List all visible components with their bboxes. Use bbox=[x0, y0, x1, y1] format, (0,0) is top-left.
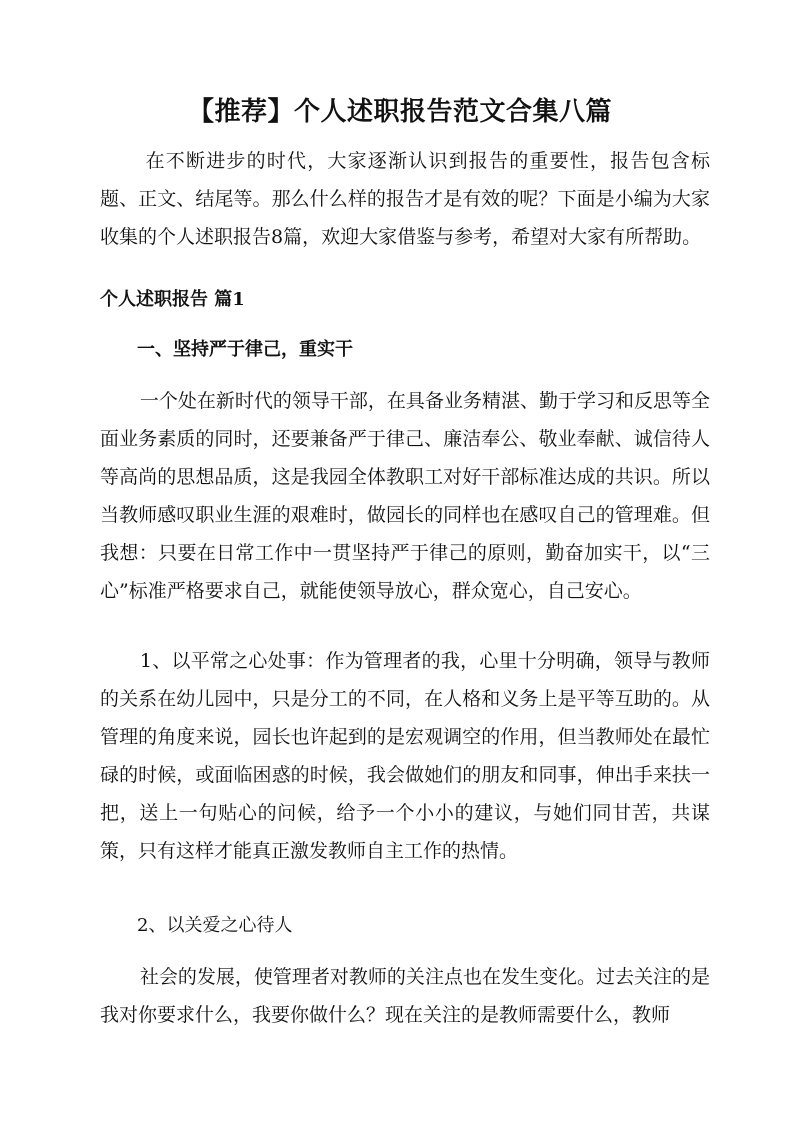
body-paragraph-3: 社会的发展，使管理者对教师的关注点也在发生变化。过去关注的是我对你要求什么，我要你做什么？现在关注的是教师需要什么，教师 bbox=[100, 966, 710, 1026]
intro-paragraph: 在不断进步的时代，大家逐渐认识到报告的重要性，报告包含标题、正文、结尾等。那么什么样的报告才是有效的呢？下面是小编为大家收集的个人述职报告8篇，欢迎大家借鉴与参考，希望对大家有所帮助。 bbox=[100, 150, 710, 248]
document-title: 【推荐】个人述职报告范文合集八篇 bbox=[187, 97, 612, 127]
body-paragraph-1: 一个处在新时代的领导干部，在具备业务精湛、勤于学习和反思等全面业务素质的同时，还要兼备严于律己、廉洁奉公、敬业奉献、诚信待人等高尚的思想品质，这是我园全体教职工对好干部标准达成的共识。所以当教师感叹职业生涯的艰难时，做园长的同样也在感叹自己的管理难。但我想：只要在日常工作中一贯坚持严于律己的原则，勤奋加实干，以“三心”标准严格要求自己，就能使领导放心，群众宽心，自己安心。 bbox=[100, 390, 710, 602]
body-paragraph-2: 1、以平常之心处事：作为管理者的我，心里十分明确，领导与教师的关系在幼儿园中，只是分工的不同，在人格和义务上是平等互助的。从管理的角度来说，园长也许起到的是宏观调空的作用，但当教师处在最忙碌的时候，或面临困惑的时候，我会做她们的朋友和同事，伸出手来扶一把，送上一句贴心的问候，给予一个小小的建议，与她们同甘苦，共谋策，只有这样才能真正激发教师自主工作的热情。 bbox=[100, 650, 710, 862]
subsection-heading-2: 2、以关爱之心待人 bbox=[137, 915, 293, 936]
subsection-heading-1: 一、坚持严于律己，重实干 bbox=[137, 339, 353, 360]
section-heading: 个人述职报告 篇1 bbox=[100, 289, 245, 310]
